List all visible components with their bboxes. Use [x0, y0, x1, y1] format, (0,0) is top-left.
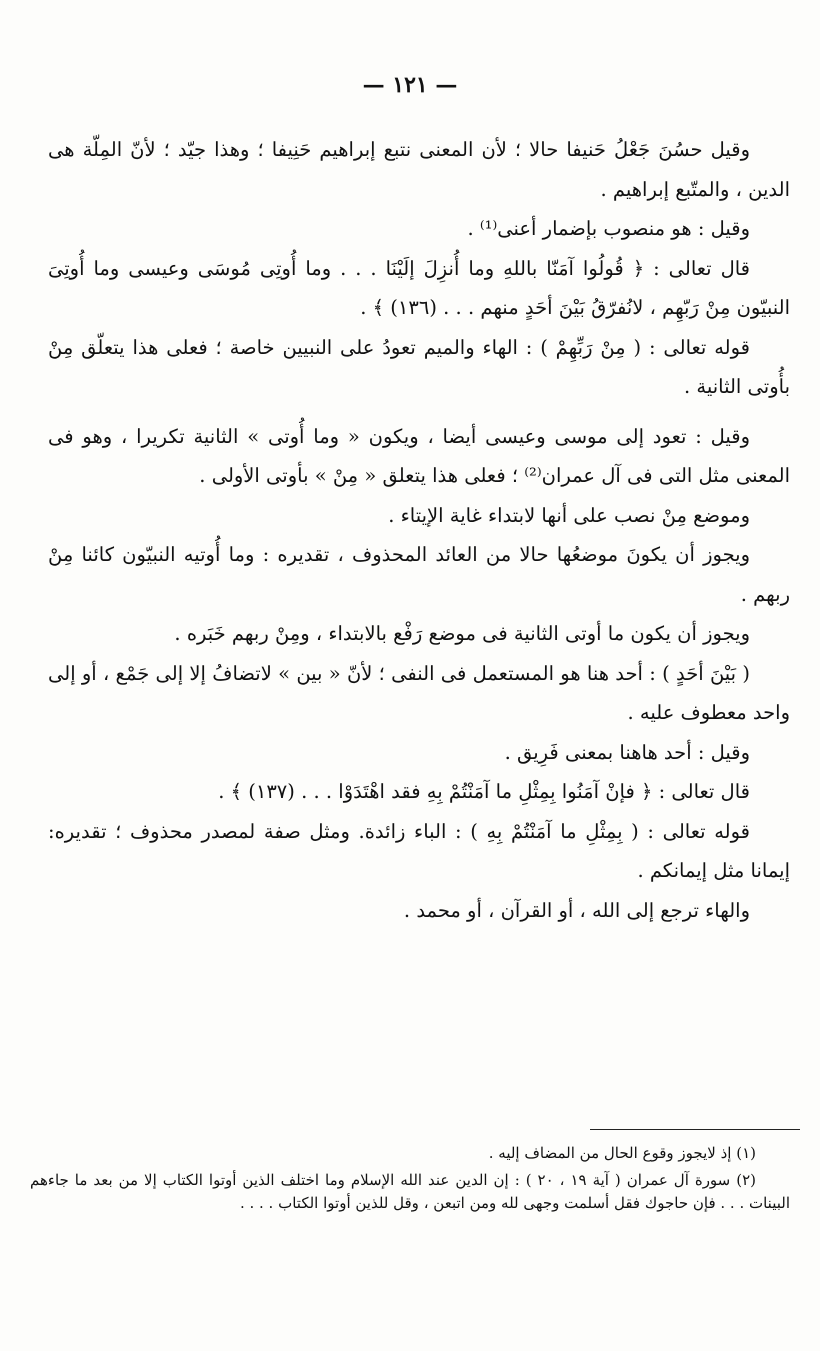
paragraph: وقيل : تعود إلى موسى وعيسى أيضا ، ويكون « وما أُوتى » الثانية تكريرا ، وهو فى المعنى مثل التى فى آل عمران⁽²⁾ ؛ فعلى هذا يتعلق « مِنْ » بأوتى الأولى .	[48, 424, 790, 487]
main-text	[48, 130, 790, 930]
paragraph: وقيل : هو منصوب بإضمار أعنى⁽¹⁾ .	[467, 217, 750, 240]
paragraph: وموضع مِنْ نصب على أنها لابتداء غاية الإيتاء .	[388, 503, 750, 527]
quran-verse-paragraph: قال تعالى : ﴿ فإنْ آمَنُوا بِمِثْلِ ما آمَنْتُمْ بِهِ فقد اهْتَدَوْا . . . (١٣٧) ﴾ .	[218, 780, 750, 803]
paragraph: والهاء ترجع إلى الله ، أو القرآن ، أو محمد .	[403, 898, 750, 922]
paragraph: قوله تعالى : ( بِمِثْلِ ما آمَنْتُمْ بِهِ ) : الباء زائدة. ومثل صفة لمصدر محذوف ؛ تقديره: إيمانا مثل إيمانكم .	[48, 819, 790, 882]
footnote: (١) إذ لايجوز وقوع الحال من المضاف إليه .	[488, 1144, 756, 1162]
paragraph: ويجوز أن يكون ما أوتى الثانية فى موضع رَفْع بالابتداء ، ومِنْ ربهم خَبَره .	[174, 622, 750, 645]
footnote: (٢) سورة آل عمران ( آية ١٩ ، ٢٠ ) : إن الدين عند الله الإسلام وما اختلف الذين أوتوا الكتاب إلا من بعد ما جاءهم البينات . . . فإن حاجوك فقل أسلمت وجهى لله ومن اتبعن ، وقل للذين أوتوا الكتاب . . . .	[30, 1171, 790, 1212]
paragraph: وقيل حسُنَ جَعْلُ حَنيفا حالا ؛ لأن المعنى نتبع إبراهيم حَنِيفا ؛ وهذا جيّد ؛ لأنّ المِلّة هى الدين ، والمتّبع إبراهيم .	[48, 138, 790, 201]
paragraph: قوله تعالى : ( مِنْ رَبِّهِمْ ) : الهاء والميم تعودُ على النبيين خاصة ؛ فعلى هذا يتعلّق مِنْ بأُوتى الثانية .	[48, 335, 790, 398]
page-number: — ١٢١ —	[362, 72, 458, 98]
paragraph: وقيل : أحد هاهنا بمعنى فَرِيق .	[504, 740, 750, 764]
quran-verse-paragraph: قال تعالى : ﴿ قُولُوا آمَنّا باللهِ وما أُنزِلَ إلَيْنَا . . . وما أُوتِى مُوسَى وعيسى وما أُوتِىَ النبيّون مِنْ رَبّهِم ، لانُفرّقُ بَيْنَ أحَدٍ منهم . . . (١٣٦) ﴾ .	[48, 256, 790, 319]
paragraph: ويجوز أن يكونَ موضعُها حالا من العائد المحذوف ، تقديره : وما أُوتيه النبيّون كائنا مِنْ ربهم .	[48, 543, 790, 606]
footnotes	[30, 1142, 790, 1219]
paragraph: ( بَيْنَ أحَدٍ ) : أحد هنا هو المستعمل فى النفى ؛ لأنّ « بين » لاتضافُ إلا إلى جَمْع ، أو إلى واحد معطوف عليه .	[48, 661, 790, 724]
footnote-divider	[590, 1129, 800, 1130]
